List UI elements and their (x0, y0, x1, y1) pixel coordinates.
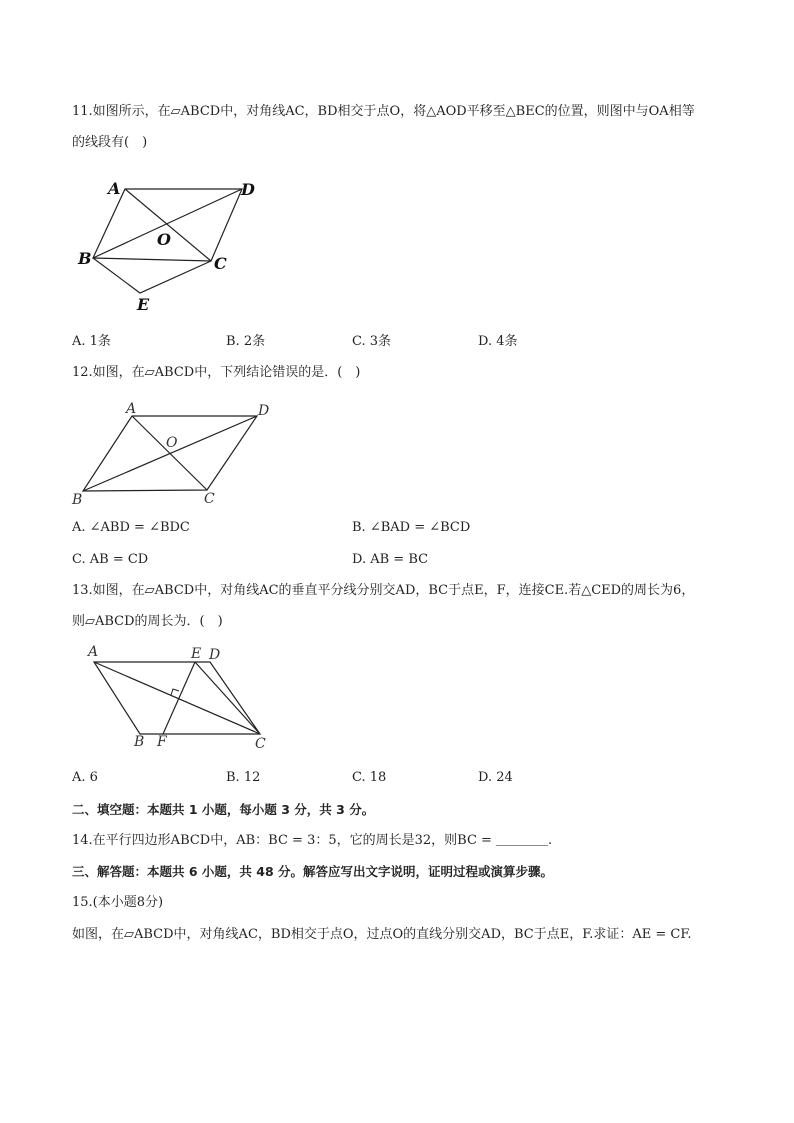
q11-option-b[interactable]: B. 2条 (226, 334, 266, 349)
q13-right-angle-mark (171, 689, 179, 695)
q13-segment-ec (195, 662, 260, 734)
q13-text-line1: 13.如图，在▱ABCD中，对角线AC的垂直平分线分别交AD，BC于点E，F，连接CE.若△CED的周长为6， (72, 583, 695, 598)
q12-label-c: C (204, 491, 215, 507)
q13-label-a: A (88, 644, 99, 660)
q13-option-b[interactable]: B. 12 (226, 770, 261, 785)
q11-label-b: B (78, 249, 92, 268)
q12-label-b: B (72, 492, 83, 508)
q13-parallelogram-figure (80, 642, 280, 752)
q11-text-line1: 11.如图所示，在▱ABCD中，对角线AC，BD相交于点O，将△AOD平移至△BEC的位置，则图中与OA相等 (72, 104, 695, 119)
q13-label-b: B (134, 734, 145, 750)
q13-label-d: D (209, 647, 221, 663)
section-answer-heading: 三、解答题：本题共 6 小题，共 48 分。解答应写出文字说明，证明过程或演算步骤。 (72, 864, 554, 879)
q13-label-f: F (157, 734, 167, 750)
q11-option-a[interactable]: A. 1条 (72, 334, 111, 349)
q11-label-o: O (157, 230, 171, 249)
q13-text-line2: 则▱ABCD的周长为．( ) (72, 614, 223, 629)
section-fill-in-heading: 二、填空题：本题共 1 小题，每小题 3 分，共 3 分。 (72, 802, 375, 817)
q13-label-e: E (191, 646, 202, 662)
q11-label-d: D (241, 180, 255, 199)
q11-label-a: A (108, 179, 121, 198)
q12-option-c[interactable]: C. AB = CD (72, 552, 149, 567)
q11-label-c: C (214, 254, 227, 273)
q12-parallelogram-figure (70, 400, 280, 510)
q12-option-b[interactable]: B. ∠BAD = ∠BCD (352, 520, 471, 535)
q11-text-line2: 的线段有( ) (72, 135, 148, 150)
q12-diagonal-bd (83, 416, 257, 491)
q15-text: 如图，在▱ABCD中，对角线AC，BD相交于点O，过点O的直线分别交AD，BC于点E，F.求证：AE = CF. (72, 927, 692, 942)
q12-option-a[interactable]: A. ∠ABD = ∠BDC (72, 520, 190, 535)
q11-triangle-bec (93, 258, 211, 293)
q11-diagonal-ac (125, 189, 211, 261)
q12-label-a: A (126, 401, 137, 417)
q13-segment-ef (163, 662, 195, 734)
q11-option-d[interactable]: D. 4条 (478, 334, 518, 349)
q13-label-c: C (255, 736, 266, 752)
q12-label-o: O (166, 435, 178, 451)
q12-text-line1: 12.如图，在▱ABCD中，下列结论错误的是．( ) (72, 365, 361, 380)
q14-text: 14.在平行四边形ABCD中，AB：BC = 3：5，它的周长是32，则BC = ＿＿＿＿. (72, 833, 553, 848)
q12-option-d[interactable]: D. AB = BC (352, 552, 429, 567)
q13-option-d[interactable]: D. 24 (478, 770, 513, 785)
q12-label-d: D (258, 403, 270, 419)
q15-header: 15.(本小题8分) (72, 895, 164, 910)
q12-diagonal-ac (132, 416, 207, 490)
q13-option-a[interactable]: A. 6 (72, 770, 98, 785)
q11-parallelogram-figure (70, 175, 270, 315)
q13-option-c[interactable]: C. 18 (352, 770, 387, 785)
q11-label-e: E (137, 295, 150, 314)
q11-option-c[interactable]: C. 3条 (352, 334, 392, 349)
